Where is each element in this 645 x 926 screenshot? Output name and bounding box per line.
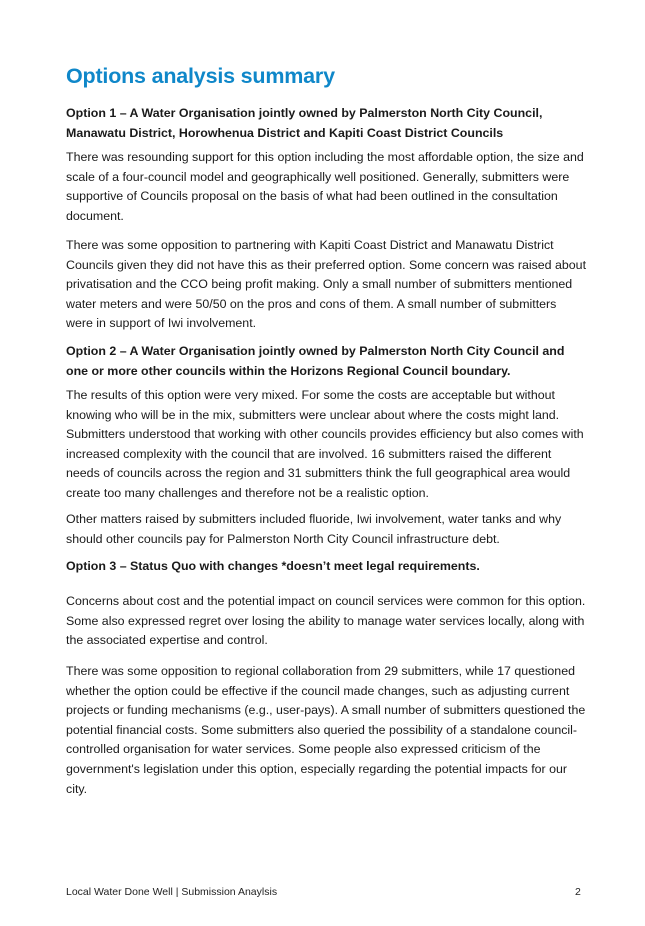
footer-title: Local Water Done Well | Submission Anaylsis: [66, 886, 278, 898]
option-1-paragraph-1: There was resounding support for this option including the most affordable option, the size and scale of a four-council model and geographically well positioned. Generally, submitters were supportive of Councils proposal on the basis of what had been outlined in the consultation document.: [66, 150, 584, 223]
option-3-paragraph-1: Concerns about cost and the potential impact on council services were common for this option. Some also expressed regret over losing the ability to manage water services locally, along with the associated expertise and control.: [66, 594, 586, 648]
option-3-heading: Option 3 – Status Quo with changes *doesn’t meet legal requirements.: [66, 559, 480, 573]
option-2-paragraph-2: Other matters raised by submitters included fluoride, Iwi involvement, water tanks and why should other councils pay for Palmerston North City Council infrastructure debt.: [66, 512, 562, 546]
option-3-paragraph-2: There was some opposition to regional collaboration from 29 submitters, while 17 questioned whether the option could be effective if the council made changes, such as adjusting current projects or funding mechanisms (e.g., user-pays). A small number of submitters questioned the potential financial costs. Some submitters also queried the possibility of a standalone council-controlled organisation for water services. Some people also expressed criticism of the government's legislation under this option, especially regarding the potential impacts for our city.: [66, 664, 586, 796]
page-number: 2: [575, 886, 581, 898]
option-2-paragraph-1: The results of this option were very mixed. For some the costs are acceptable but without knowing who will be in the mix, submitters were unclear about where the costs might land. Submitters understood that working with other councils provides efficiency but also comes with increased complexity with the council that are involved. 16 submitters raised the different needs of councils across the region and 31 submitters think the full geographical area would create too many challenges and therefore not be a realistic option.: [66, 388, 584, 500]
option-1-paragraph-2: There was some opposition to partnering with Kapiti Coast District and Manawatu District Councils given they did not have this as their preferred option. Some concern was raised about privatisation and the CCO being profit making. Only a small number of submitters mentioned water meters and were 50/50 on the pros and cons of them. A small number of submitters were in support of Iwi involvement.: [66, 238, 587, 331]
page-title: Options analysis summary: [66, 64, 335, 88]
option-1-heading: Option 1 – A Water Organisation jointly owned by Palmerston North City Council, Manawatu District, Horowhenua District and Kapiti Coast District Councils: [66, 106, 543, 140]
option-2-heading: Option 2 – A Water Organisation jointly owned by Palmerston North City Council and one or more other councils within the Horizons Regional Council boundary.: [66, 344, 565, 378]
